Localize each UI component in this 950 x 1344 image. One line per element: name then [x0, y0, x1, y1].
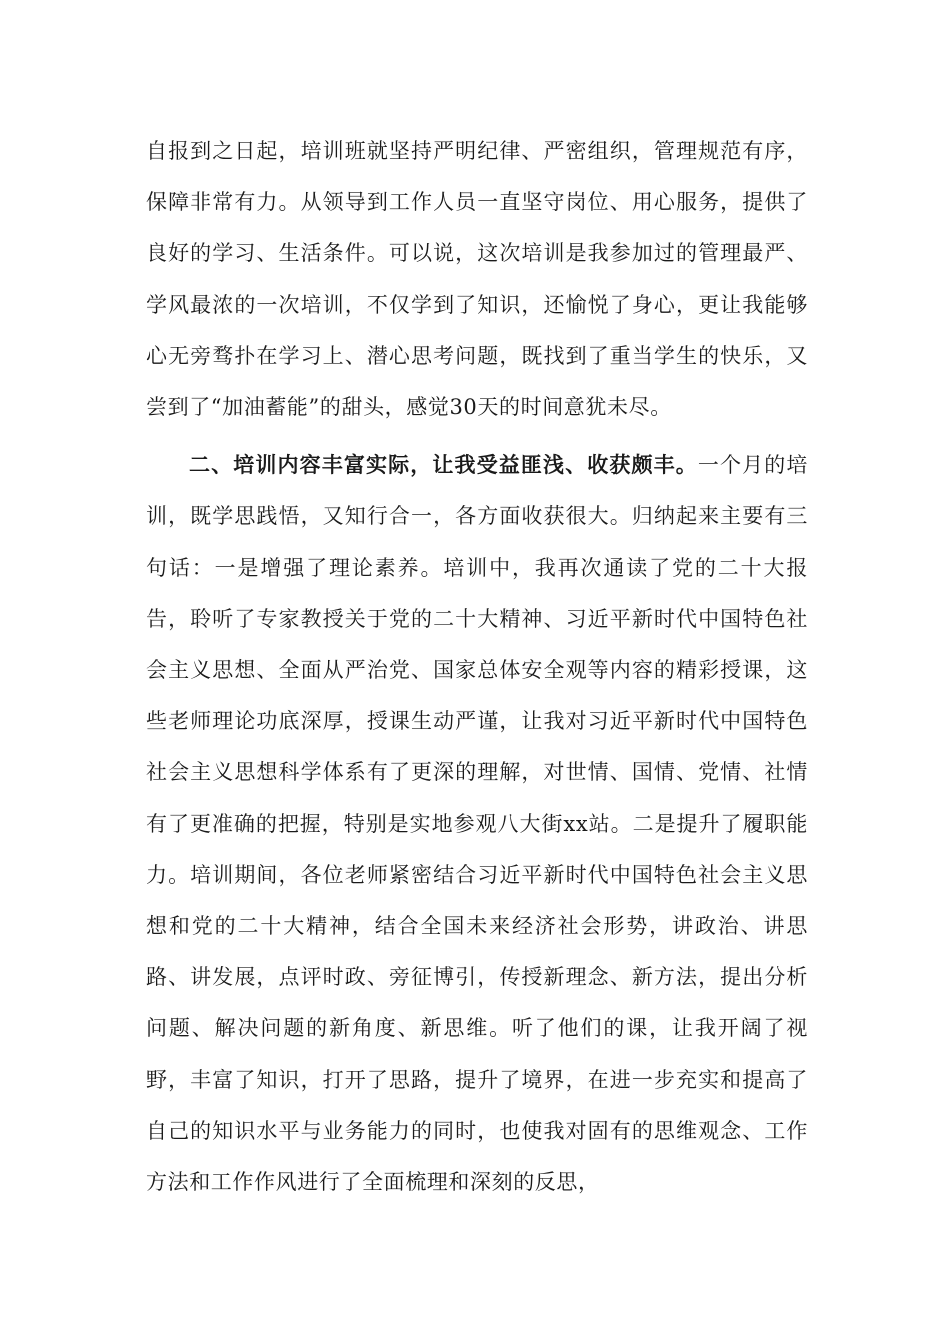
paragraph-text: 一个月的培训，既学思践悟，又知行合一，各方面收获很大。归纳起来主要有三句话：一是增强了理论素养。培训中，我再次通读了党的二十大报告，聆听了专家教授关于党的二十大精神、习近平新时代中国特色社会主义思想、全面从严治党、国家总体安全观等内容的精彩授课，这些老师理论功底深厚，授课生动严谨，让我对习近平新时代中国特色社会主义思想科学体系有了更深的理解，对世情、国情、党情、社情有了更准确的把握，特别是实地参观八大街xx站。二是提升了履职能力。培训期间，各位老师紧密结合习近平新时代中国特色社会主义思想和党的二十大精神，结合全国未来经济社会形势，讲政治、讲思路、讲发展，点评时政、旁征博引，传授新理念、新方法，提出分析问题、解决问题的新角度、新思维。听了他们的课，让我开阔了视野，丰富了知识，打开了思路，提升了境界，在进一步充实和提高了自己的知识水平与业务能力的同时，也使我对固有的思维观念、工作方法和工作作风进行了全面梳理和深刻的反思，	[146, 453, 808, 1195]
paragraph-continuation	[146, 126, 808, 433]
document-body	[146, 126, 808, 1208]
paragraph-section-two	[146, 439, 808, 1208]
section-heading: 二、培训内容丰富实际，让我受益匪浅、收获颇丰。	[189, 452, 698, 478]
paragraph-text: 自报到之日起，培训班就坚持严明纪律、严密组织，管理规范有序，保障非常有力。从领导到工作人员一直坚守岗位、用心服务，提供了良好的学习、生活条件。可以说，这次培训是我参加过的管理最严、学风最浓的一次培训，不仅学到了知识，还愉悦了身心，更让我能够心无旁骛扑在学习上、潜心思考问题，既找到了重当学生的快乐，又尝到了“加油蓄能”的甜头，感觉30天的时间意犹未尽。	[146, 139, 808, 420]
